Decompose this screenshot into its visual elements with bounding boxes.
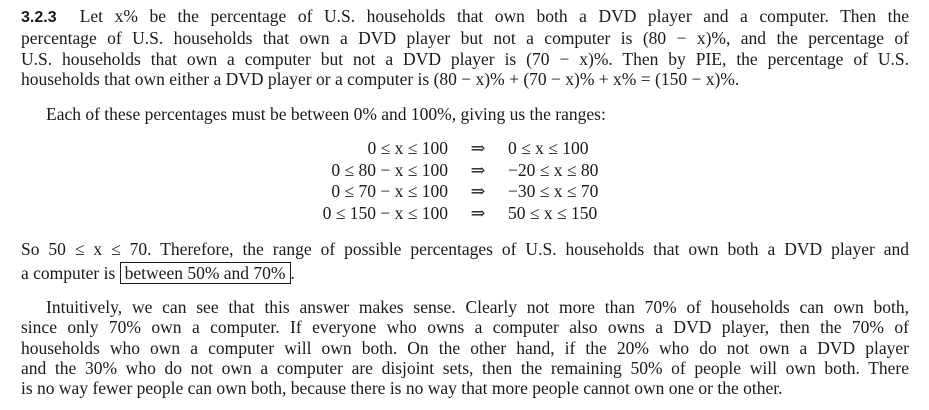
intuition-line-1: Intuitively, we can see that this answer makes sense. Clearly not more than 70% of households can own both, xyxy=(46,297,909,317)
inequality-right: 50 ≤ x ≤ 150 xyxy=(508,202,598,223)
implies-arrow: ⇒ xyxy=(470,181,486,201)
inequality-right: 0 ≤ x ≤ 100 xyxy=(508,138,589,158)
intro-line-3: U.S. households that own a computer but not a DVD player is (70 − x)%. Then by PIE, the percentage of U.S. xyxy=(21,48,909,69)
problem-number: 3.2.3 xyxy=(21,9,57,26)
inequality-left: 0 ≤ 70 − x ≤ 100 xyxy=(331,181,448,201)
ranges-sentence: Each of these percentages must be between 0% and 100%, giving us the ranges: xyxy=(46,104,606,124)
intuition-line-4: and the 30% who do not own a computer are disjoint sets, then the remaining 50% of people will own both. There xyxy=(21,357,909,378)
implies-arrow: ⇒ xyxy=(470,159,486,180)
implies-arrow: ⇒ xyxy=(470,138,486,158)
inequality-left: 0 ≤ 150 − x ≤ 100 xyxy=(322,202,448,223)
conclusion-line-2: a computer is between 50% and 70% . xyxy=(21,263,295,283)
inequality-right: −30 ≤ x ≤ 70 xyxy=(508,181,599,201)
inequality-left: 0 ≤ x ≤ 100 xyxy=(367,138,448,158)
boxed-answer: between 50% and 70% xyxy=(120,262,291,284)
conclusion-paragraph xyxy=(21,237,909,285)
conclusion-line-1: So 50 ≤ x ≤ 70. Therefore, the range of possible percentages of U.S. households that own both a DVD player and xyxy=(21,239,909,259)
inequalities-right-column xyxy=(508,138,628,224)
implies-arrow: ⇒ xyxy=(470,202,486,223)
ranges-paragraph xyxy=(21,104,909,124)
intuition-line-2: since only 70% own a computer. If everyone who owns a computer also owns a DVD player, then the 70% of xyxy=(21,317,909,338)
inequality-left: 0 ≤ 80 − x ≤ 100 xyxy=(331,159,448,180)
intuition-line-5: is no way fewer people can own both, because there is no way that more people cannot own one or the other. xyxy=(21,378,783,399)
inequality-right: −20 ≤ x ≤ 80 xyxy=(508,159,599,180)
intuition-line-3: households who own a computer will own both. On the other hand, if the 20% who do not own a DVD player xyxy=(21,337,909,358)
inequalities-left-column xyxy=(300,138,448,224)
intro-line-4: households that own either a DVD player or a computer is (80 − x)% + (70 − x)% + x% = (150 − x)%. xyxy=(21,68,740,89)
intuition-paragraph xyxy=(21,297,909,398)
intro-line-2: percentage of U.S. households that own a DVD player but not a computer is (80 − x)%, and the percentage of xyxy=(21,28,909,49)
intro-paragraph xyxy=(21,6,909,89)
intro-line-1: 3.2.3 Let x% be the percentage of U.S. households that own both a DVD player and a computer. Then the xyxy=(21,6,910,26)
implies-arrows-column xyxy=(466,138,490,224)
